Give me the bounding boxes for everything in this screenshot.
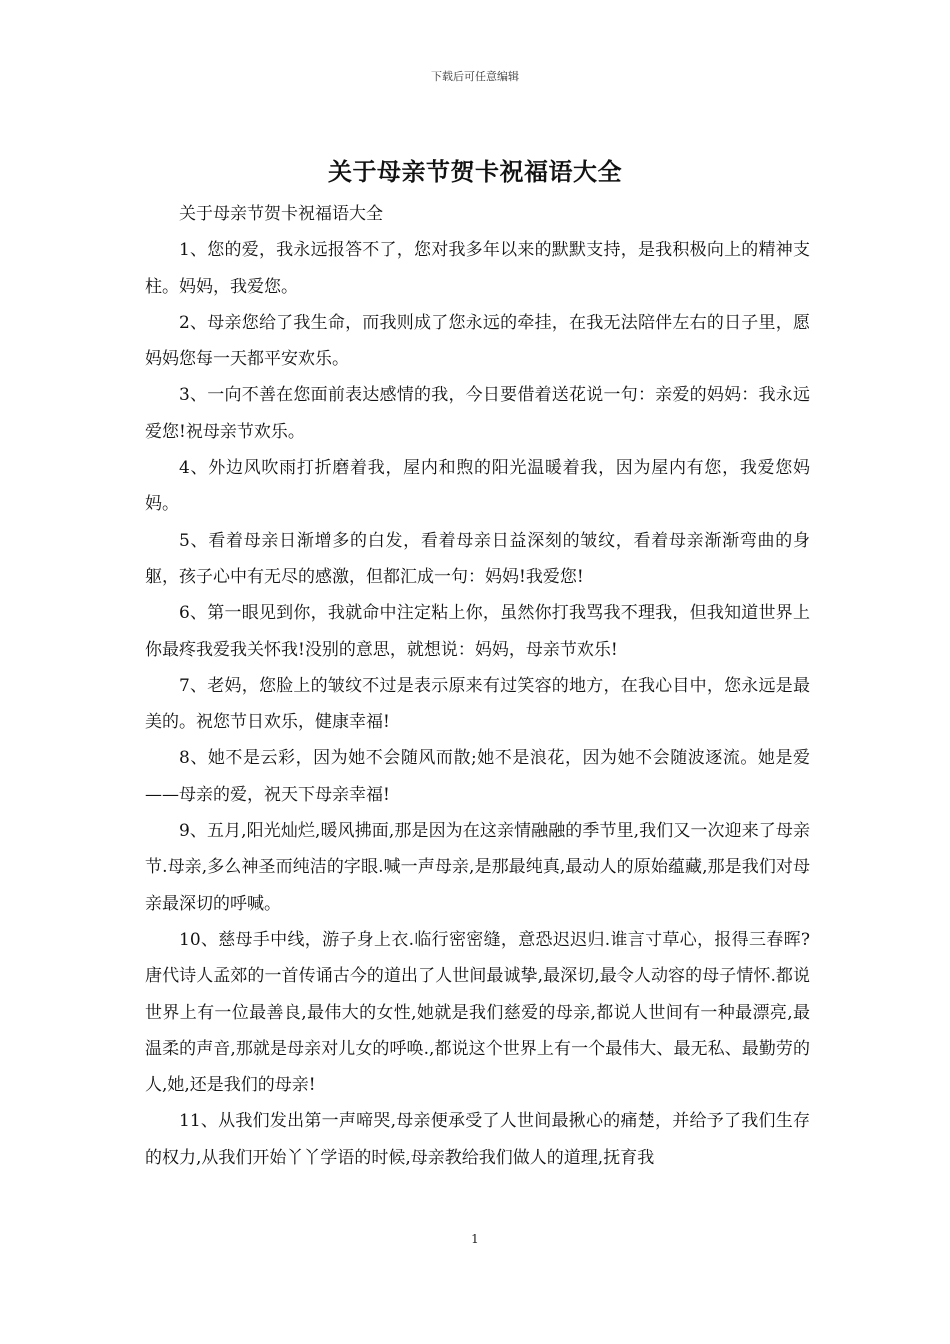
paragraph-8: 8、她不是云彩，因为她不会随风而散;她不是浪花，因为她不会随波逐流。她是爱——母亲的爱，祝天下母亲幸福! (145, 748, 810, 805)
page-number: 1 (471, 1232, 479, 1246)
document-body (145, 196, 810, 1176)
paragraph-6: 6、第一眼见到你，我就命中注定粘上你，虽然你打我骂我不理我，但我知道世界上你最疼我爱我关怀我!没别的意思，就想说：妈妈，母亲节欢乐! (145, 603, 810, 660)
paragraph-5: 5、看着母亲日渐增多的白发，看着母亲日益深刻的皱纹，看着母亲渐渐弯曲的身躯，孩子心中有无尽的感激，但都汇成一句：妈妈!我爱您! (145, 530, 810, 587)
paragraph-4: 4、外边风吹雨打折磨着我，屋内和煦的阳光温暖着我，因为屋内有您，我爱您妈妈。 (145, 458, 810, 515)
paragraph-3: 3、一向不善在您面前表达感情的我，今日要借着送花说一句：亲爱的妈妈：我永远爱您!祝母亲节欢乐。 (145, 385, 810, 442)
paragraph-7: 7、老妈，您脸上的皱纹不过是表示原来有过笑容的地方，在我心目中，您永远是最美的。祝您节日欢乐，健康幸福! (145, 675, 810, 733)
page-title: 关于母亲节贺卡祝福语大全 (328, 158, 622, 186)
paragraph-9: 9、五月,阳光灿烂,暖风拂面,那是因为在这亲情融融的季节里,我们又一次迎来了母亲节.母亲,多么神圣而纯洁的字眼.喊一声母亲,是那最纯真,最动人的原始蕴藏,那是我们对母亲最深切的呼喊。 (145, 821, 810, 914)
paragraph-2: 2、母亲您给了我生命，而我则成了您永远的牵挂，在我无法陪伴左右的日子里，愿妈妈您每一天都平安欢乐。 (145, 312, 810, 370)
paragraph-11: 11、从我们发出第一声啼哭,母亲便承受了人世间最揪心的痛楚，并给予了我们生存的权力,从我们开始丫丫学语的时候,母亲教给我们做人的道理,抚育我 (145, 1111, 810, 1168)
paragraph-10: 10、慈母手中线，游子身上衣.临行密密缝，意恐迟迟归.谁言寸草心，报得三春晖?唐代诗人孟郊的一首传诵古今的道出了人世间最诚挚,最深切,最令人动容的母子情怀.都说世界上有一位最善良,最伟大的女性,她就是我们慈爱的母亲,都说人世间有一种最漂亮,最温柔的声音,那就是母亲对儿女的呼唤.,都说这个世界上有一个最伟大、最无私、最勤劳的人,她,还是我们的母亲! (145, 929, 810, 1096)
paragraph-subtitle: 关于母亲节贺卡祝福语大全 (179, 204, 383, 224)
header-note: 下载后可任意编辑 (431, 70, 519, 83)
paragraph-1: 1、您的爱，我永远报答不了，您对我多年以来的默默支持，是我积极向上的精神支柱。妈妈，我爱您。 (145, 240, 810, 297)
